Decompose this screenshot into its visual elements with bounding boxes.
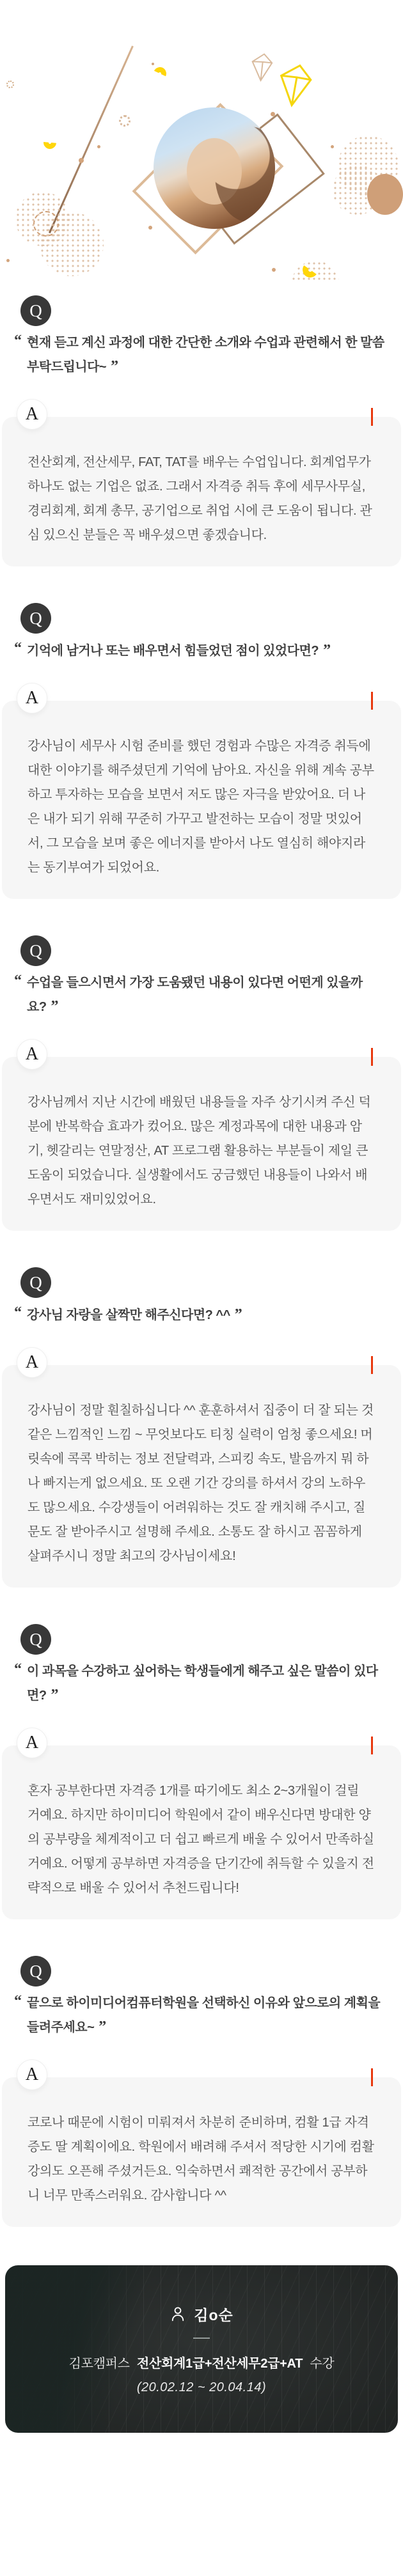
answer-box: 강사님께서 지난 시간에 배웠던 내용들을 자주 상기시켜 주신 덕분에 반복학습 효과가 컸어요. 많은 계정과목에 대한 내용과 암기, 헷갈리는 연말정산, AT 프로그램 활용하는 부분들이 제일 큰 도움이 되었습니다. 실생활에서도 궁금했던 내용들이 나와서 배우면서도 재미있었어요. [2,1057,401,1231]
qa-block-1 [0,295,403,566]
open-quote: “ [14,640,22,657]
answer-box: 전산회계, 전산세무, FAT, TAT를 배우는 수업입니다. 회계업무가 하나도 없는 기업은 없죠. 그래서 자격증 취득 후에 세무사무실, 경리회계, 회계 총무, 공기업으로 취업 시에 큰 도움이 됩니다. 관심 있으신 분들은 꼭 배우셨으면 좋겠습니다. [2,417,401,566]
close-quote: ” [51,998,59,1015]
open-quote: “ [14,972,22,989]
course-name: 전산회계1급+전산세무2급+AT [136,2356,303,2371]
dot-decoration [272,268,276,272]
question-text: “ 강사님 자랑을 살짝만 해주신다면? ^^ ” [15,1303,390,1327]
a-badge: A [17,399,47,430]
q-badge: Q [20,603,51,634]
person-icon [170,2306,186,2322]
a-badge: A [17,1039,47,1070]
q-badge: Q [20,1956,51,1987]
crescent-icon [152,65,168,82]
question-text: “ 끝으로 하이미디어컴퓨터학원을 선택하신 이유와 앞으로의 계획을 들려주세요~ ” [15,1992,390,2040]
qa-block-4 [0,1267,403,1588]
answer-box: 코로나 때문에 시험이 미뤄져서 차분히 준비하며, 컴활 1급 자격증도 딸 계획이에요. 학원에서 배려해 주셔서 적당한 시기에 컴활 강의도 오픈해 주셨거든요. 익숙하면서 쾌적한 공간에서 공부하니 너무 만족스러워요. 감사합니다 ^^ [2,2077,401,2227]
open-quote: “ [14,1993,22,2010]
a-badge: A [17,1728,47,1758]
course-period: (20.02.12 ~ 20.04.14) [136,2380,267,2394]
dotted-ring-decoration [119,115,130,127]
crescent-icon [41,134,59,152]
q-badge: Q [20,295,51,326]
open-quote: “ [14,332,22,349]
accent-tick [371,408,373,426]
tiny-ring-decoration [6,81,14,88]
accent-tick [371,692,373,710]
close-quote: ” [99,2018,106,2035]
qa-block-6 [0,1956,403,2227]
a-badge: A [17,1347,47,1378]
accent-tick [371,1048,373,1066]
question-text: “ 이 과목을 수강하고 싶어하는 학생들에게 해주고 싶은 말씀이 있다면? ” [15,1660,390,1708]
course-suffix: 수강 [310,2356,335,2371]
dot-decoration [79,158,84,163]
dashed-ring-decoration [33,211,59,237]
student-photo [154,107,275,229]
question-text: “ 현재 듣고 계신 과정에 대한 간단한 소개와 수업과 관련해서 한 말씀 부탁드립니다~ ” [15,331,390,379]
answer-box: 강사님이 세무사 시험 준비를 했던 경험과 수많은 자격증 취득에 대한 이야기를 해주셨던게 기억에 남아요. 자신을 위해 계속 공부하고 투자하는 모습을 보면서 저도 많은 자극을 받았어요. 더 나은 내가 되기 위해 꾸준히 가꾸고 발전하는 모습이 정말 멋있어서, 그 모습을 보며 좋은 에너지를 받아서 나도 열심히 해야지라는 동기부여가 되었어요. [2,701,401,899]
qa-block-5 [0,1624,403,1919]
dot-decoration [6,259,10,262]
accent-tick [371,2068,373,2086]
qa-block-2 [0,603,403,899]
gem-outline-icon-yellow [268,58,320,113]
student-info-card [5,2265,398,2433]
close-quote: ” [234,1306,242,1323]
answer-box: 혼자 공부한다면 자격증 1개를 따기에도 최소 2~3개월이 걸릴 거예요. 하지만 하이미디어 학원에서 같이 배우신다면 방대한 양의 공부량을 체계적이고 더 쉽고 빠르게 배울 수 있어서 만족하실 거예요. 어떻게 공부하면 자격증을 단기간에 취득할 수 있을지 전략적으로 배울 수 있어서 추천드립니다! [2,1745,401,1919]
open-quote: “ [14,1661,22,1678]
dot-decoration [148,226,152,230]
q-badge: Q [20,935,51,966]
campus-name: 김포캠퍼스 [68,2356,130,2371]
q-badge: Q [20,1267,51,1298]
qa-block-3 [0,935,403,1231]
answer-box: 강사님이 정말 훤칠하십니다 ^^ 훈훈하셔서 집중이 더 잘 되는 것 같은 느낌적인 느낌 ~ 무엇보다도 티칭 실력이 엄청 좋으세요! 머릿속에 콕콕 박히는 정보 전달력과, 스피킹 속도, 발음까지 뭐 하나 빠지는게 없으세요. 또 오랜 기간 강의를 하셔서 강의 노하우도 많으세요. 수강생들이 어려워하는 것도 잘 캐치해 주시고, 질문도 잘 받아주시고 설명해 주세요. 소통도 잘 하시고 꼼꼼하게 살펴주시니 정말 최고의 강사님이세요! [2,1365,401,1588]
course-info [67,2353,336,2371]
accent-tick [371,1737,373,1754]
student-name-row [170,2304,233,2325]
open-quote: “ [14,1304,22,1321]
close-quote: ” [111,358,118,375]
a-badge: A [17,2059,47,2090]
student-name: 김o순 [194,2306,233,2323]
dot-decoration [331,145,334,148]
gem-outline-icon [245,50,277,84]
close-quote: ” [51,1687,59,1703]
dot-decoration [152,63,154,65]
accent-tick [371,1356,373,1374]
question-text: “ 수업을 들으시면서 가장 도움됐던 내용이 있다면 어떤게 있을까요? ” [15,971,390,1019]
close-quote: ” [323,642,331,659]
divider [193,2338,210,2339]
dot-decoration [271,112,275,116]
question-text: “ 기억에 남거나 또는 배우면서 힘들었던 점이 있었다면? ” [15,639,390,663]
q-badge: Q [20,1624,51,1655]
a-badge: A [17,683,47,714]
tan-circle-decoration [367,174,403,215]
hero-banner [0,0,403,281]
dot-decoration [97,145,100,148]
